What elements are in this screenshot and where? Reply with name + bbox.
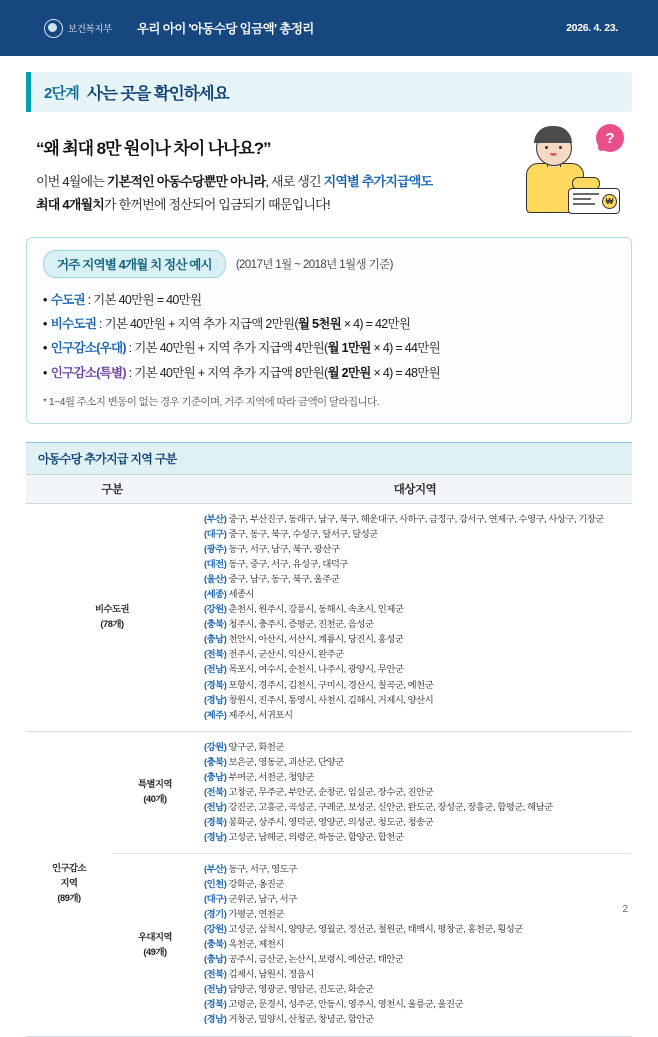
region-key: (충남) [204, 954, 227, 965]
region-value: 강화군, 옹진군 [226, 879, 284, 890]
region-value: 보은군, 영동군, 괴산군, 단양군 [226, 756, 344, 767]
example-item-text-a: : 기본 40만원 + 지역 추가 지급액 2만원( [96, 316, 298, 331]
row-group-name-2: 지역 [60, 878, 78, 889]
region-key: (전남) [204, 801, 227, 812]
region-line [204, 800, 626, 815]
region-line [204, 572, 626, 587]
region-key: (대전) [204, 559, 227, 570]
region-line [204, 877, 626, 892]
region-key: (전남) [204, 984, 227, 995]
region-line [204, 967, 626, 982]
bullet-icon: • [43, 341, 47, 356]
region-key: (충북) [204, 939, 227, 950]
bullet-icon: • [43, 365, 47, 380]
region-line [204, 527, 626, 542]
row-regions-cell [198, 853, 632, 1036]
region-key: (충남) [204, 634, 227, 645]
region-line [204, 830, 626, 845]
example-item-text-b: × 4) = 42만원 [341, 316, 411, 331]
region-key: (전남) [204, 664, 227, 675]
region-key: (울산) [204, 574, 227, 585]
region-key: (제주) [204, 709, 227, 720]
region-line [204, 952, 626, 967]
ministry-logo [44, 19, 112, 38]
region-line [204, 678, 626, 693]
table-row [26, 504, 632, 732]
region-key: (대구) [204, 894, 227, 905]
row-sub-count: (49개) [143, 946, 167, 957]
example-item-text-a: : 기본 40만원 + 지역 추가 지급액 4만원( [125, 341, 328, 356]
row-regions-cell [198, 504, 632, 732]
row-sub-name: 우대지역 [137, 931, 173, 942]
row-sub-label [112, 731, 198, 853]
example-item-label: 인구감소(우대) [50, 341, 126, 356]
example-item [43, 336, 615, 360]
region-line [204, 755, 626, 770]
device-line-2 [573, 198, 591, 200]
step-heading [26, 72, 632, 112]
row-regions-cell [198, 731, 632, 853]
region-line [204, 512, 626, 527]
region-value: 중구, 남구, 동구, 북구, 울주군 [226, 574, 340, 585]
coin-icon: ₩ [602, 194, 617, 209]
example-note: (2017년 1월 ~ 2018년 1월생 기준) [235, 258, 393, 271]
region-key: (부산) [204, 514, 227, 524]
region-value: 옥천군, 제천시 [226, 939, 284, 950]
region-value: 전주시, 군산시, 익산시, 완주군 [226, 649, 344, 660]
row-group-count: (78개) [100, 619, 124, 630]
row-sub-name: 특별지역 [137, 779, 173, 790]
character-illustration [506, 122, 626, 218]
device-line-1 [573, 193, 599, 195]
region-key: (부산) [204, 863, 227, 874]
region-value: 청주시, 충주시, 증평군, 진천군, 음성군 [226, 619, 374, 630]
region-value: 창원시, 진주시, 통영시, 사천시, 김해시, 거제시, 양산시 [226, 694, 434, 705]
row-group-name-1: 인구감소 [51, 863, 87, 873]
document-date: 2026. 4. 23. [566, 22, 618, 34]
region-value: 부여군, 서천군, 청양군 [226, 771, 314, 782]
row-sub-label [112, 853, 198, 1036]
region-line [204, 662, 626, 677]
example-header [43, 250, 615, 278]
intro-line2-a: 최대 4개월치 [36, 196, 105, 212]
region-line [204, 892, 626, 907]
region-key: (경북) [204, 816, 227, 827]
region-value: 목포시, 여수시, 순천시, 나주시, 광양시, 무안군 [226, 664, 404, 675]
region-line [204, 617, 626, 632]
ministry-emblem-icon [44, 19, 63, 38]
example-item-bold: 월 2만원 [327, 365, 371, 380]
region-line [204, 693, 626, 708]
row-sub-count: (40개) [143, 794, 167, 805]
example-item [43, 361, 615, 385]
intro-quote: “왜 최대 8만 원이나 차이 나나요?” [36, 139, 271, 158]
region-key: (경북) [204, 999, 227, 1010]
page-header [0, 0, 658, 56]
example-item-text-a: : 기본 40만원 = 40만원 [84, 292, 202, 307]
region-value: 고창군, 무주군, 부안군, 순창군, 임실군, 장수군, 진안군 [226, 786, 434, 797]
example-tag: 거주 지역별 4개월 치 정산 예시 [43, 250, 226, 278]
example-item [43, 288, 615, 312]
region-key: (경기) [204, 909, 227, 920]
example-item-text-b: × 4) = 48만원 [370, 365, 440, 380]
region-value: 가평군, 연천군 [226, 909, 284, 920]
region-value: 중구, 동구, 북구, 수성구, 달서구, 달성군 [226, 529, 378, 540]
region-key: (경남) [204, 831, 227, 842]
ministry-name: 보건복지부 [68, 24, 112, 35]
region-value: 담양군, 영광군, 영암군, 진도군, 화순군 [226, 984, 374, 995]
region-line [204, 708, 626, 723]
region-line [204, 632, 626, 647]
page-content [26, 72, 632, 1037]
region-value: 중구, 부산진구, 동래구, 남구, 북구, 해운대구, 사하구, 금정구, 강서구, 연제구, 수영구, 사상구, 기장군 [226, 514, 604, 524]
region-value: 천안시, 아산시, 서산시, 계룡시, 당진시, 홍성군 [226, 634, 404, 645]
region-value: 김제시, 남원시, 정읍시 [226, 969, 314, 980]
region-key: (강원) [204, 604, 227, 615]
table-header-regions: 대상지역 [198, 475, 632, 504]
character-eye-right [559, 146, 562, 149]
region-key: (충북) [204, 756, 227, 767]
region-value: 군위군, 남구, 서구 [226, 894, 297, 905]
region-key: (인천) [204, 879, 227, 890]
region-value: 동구, 서구, 영도구 [226, 863, 297, 874]
example-item-text-b: × 4) = 44만원 [370, 341, 440, 356]
region-value: 양구군, 화천군 [226, 741, 284, 752]
region-key: (경남) [204, 1014, 227, 1025]
region-key: (전북) [204, 969, 227, 980]
intro-line1-d: 지역별 추가지급액도 [323, 174, 433, 189]
character-eye-left [545, 146, 548, 149]
region-line [204, 557, 626, 572]
region-key: (경북) [204, 679, 227, 690]
intro-block [26, 129, 632, 217]
regions-table [26, 474, 632, 1037]
device-line-3 [573, 203, 595, 205]
region-line [204, 770, 626, 785]
region-line [204, 982, 626, 997]
region-key: (대구) [204, 529, 227, 540]
region-line [204, 937, 626, 952]
step-title: 사는 곳을 확인하세요 [86, 85, 229, 103]
row-group-label [26, 504, 198, 732]
region-key: (광주) [204, 544, 227, 555]
bullet-icon: • [43, 292, 47, 307]
region-value: 제주시, 서귀포시 [226, 709, 293, 720]
step-number: 2단계 [44, 84, 79, 102]
example-item-label: 수도권 [50, 292, 85, 307]
region-key: (강원) [204, 924, 227, 935]
region-line [204, 740, 626, 755]
example-list [43, 288, 615, 386]
intro-line2-b: 가 한꺼번에 정산되어 입금되기 때문입니다! [104, 196, 330, 212]
region-line [204, 542, 626, 557]
row-group-label [26, 731, 112, 1036]
region-line [204, 862, 626, 877]
example-box [26, 237, 632, 425]
region-value: 춘천시, 원주시, 강릉시, 동해시, 속초시, 인제군 [226, 604, 404, 615]
example-item-bold: 월 1만원 [327, 341, 371, 356]
question-bubble-icon: ? [596, 124, 624, 152]
region-key: (충남) [204, 771, 227, 782]
region-line [204, 647, 626, 662]
region-key: (강원) [204, 741, 227, 752]
region-line [204, 997, 626, 1012]
example-item-label: 인구감소(특별) [50, 365, 126, 380]
region-value: 고성군, 삼척시, 양양군, 영월군, 정선군, 철원군, 태백시, 평창군, 홍천군, 횡성군 [226, 924, 523, 935]
table-header-category: 구분 [26, 475, 198, 504]
region-value: 동구, 중구, 서구, 유성구, 대덕구 [226, 559, 348, 570]
table-header-row [26, 475, 632, 504]
example-item-text-a: : 기본 40만원 + 지역 추가 지급액 8만원( [125, 365, 328, 380]
region-key: (경남) [204, 694, 227, 705]
region-value: 동구, 서구, 남구, 북구, 광산구 [226, 544, 340, 555]
region-value: 공주시, 금산군, 논산시, 보령시, 예산군, 태안군 [226, 954, 404, 965]
table-row [26, 853, 632, 1036]
region-value: 고성군, 남해군, 의령군, 하동군, 함양군, 합천군 [226, 831, 404, 842]
region-line [204, 907, 626, 922]
region-value: 봉화군, 상주시, 영덕군, 영양군, 의성군, 청도군, 청송군 [226, 816, 434, 827]
row-group-name: 비수도권 [94, 604, 130, 615]
example-item [43, 312, 615, 336]
table-row [26, 731, 632, 853]
region-key: (전북) [204, 786, 227, 797]
row-group-name-3: (89개) [57, 893, 81, 904]
region-key: (충북) [204, 619, 227, 630]
character-hair [534, 126, 572, 143]
page-number: 2 [622, 904, 628, 915]
region-line [204, 815, 626, 830]
region-value: 고령군, 문경시, 성주군, 안동시, 영주시, 영천시, 울릉군, 울진군 [226, 999, 464, 1010]
region-line [204, 785, 626, 800]
region-line [204, 602, 626, 617]
region-line [204, 587, 626, 602]
region-value: 세종시 [226, 589, 255, 600]
example-footnote: * 1~4월 주소지 변동이 없는 경우 기준이며, 거주 지역에 따라 금액이 달라집니다. [43, 396, 379, 408]
region-key: (세종) [204, 589, 227, 600]
table-caption: 아동수당 추가지급 지역 구분 [26, 442, 632, 474]
intro-line1-a: 이번 4월에는 [36, 174, 107, 189]
example-item-bold: 월 5천원 [297, 316, 342, 331]
region-key: (전북) [204, 649, 227, 660]
region-line [204, 1012, 626, 1027]
bullet-icon: • [43, 316, 47, 331]
region-value: 거창군, 밀양시, 산청군, 창녕군, 함안군 [226, 1014, 374, 1025]
example-item-label: 비수도권 [50, 316, 97, 331]
intro-line1-c: , 새로 생긴 [265, 174, 324, 189]
region-line [204, 922, 626, 937]
intro-line1-b: 기본적인 아동수당뿐만 아니라 [106, 174, 266, 189]
document-title: 우리 아이 '아동수당 입금액' 총정리 [136, 22, 314, 36]
region-value: 강진군, 고흥군, 곡성군, 구례군, 보성군, 신안군, 완도군, 장성군, 장흥군, 함평군, 해남군 [226, 801, 553, 812]
region-value: 포항시, 경주시, 김천시, 구미시, 경산시, 칠곡군, 예천군 [226, 679, 434, 690]
